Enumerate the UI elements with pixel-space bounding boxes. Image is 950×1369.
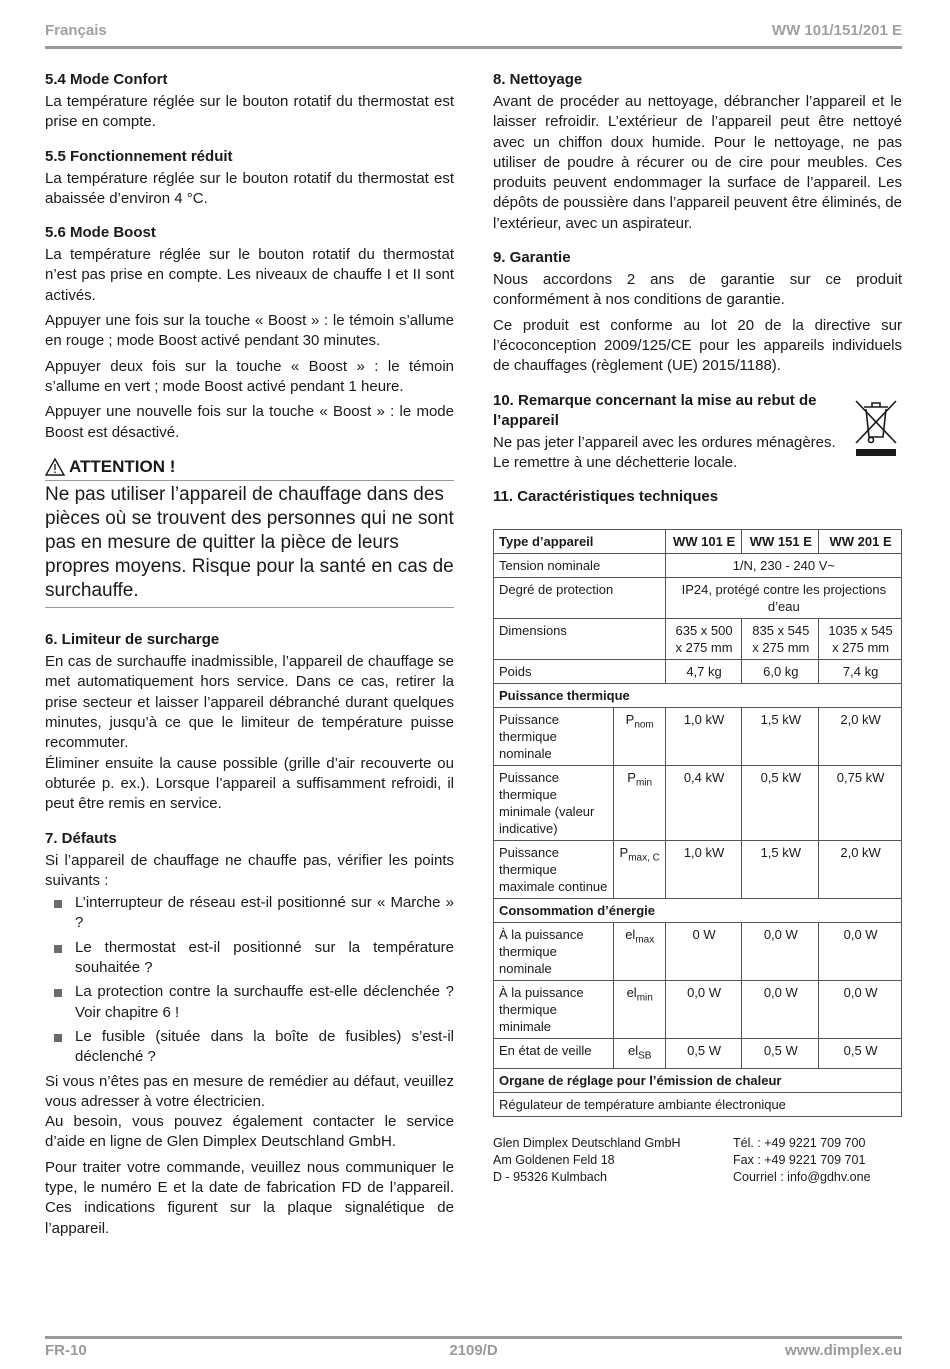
table-row [494,1039,902,1069]
symbol-subscript: max [635,934,655,946]
paragraph: Avant de procéder au nettoyage, débrancher l’appareil et le laisser refroidir. L’extérieur de l’appareil peut être nettoyé avec un chiffon doux humide. Pour le nettoyage, ne pas utiliser de poudre à récurer ou de cire pour meubles. Ces produits peuvent endommager la surface de l’appareil. Les dépôts de poussière dans l’appareil peuvent être éliminés, de l’extérieur, avec un aspirateur. [493,93,902,232]
table-row [494,554,902,578]
right-column [493,70,902,1187]
table-cell: 0 W [665,923,742,981]
table-cell: WW 101 E [665,530,742,554]
paragraph: Ne pas jeter l’appareil avec les ordures ménagères. Le remettre à une déchetterie locale. [493,433,836,471]
paragraph: Appuyer deux fois sur la touche « Boost » : le témoin s’allume en vert ; mode Boost activé pendant 1 heure. [45,357,454,395]
contact-fax: Fax : +49 9221 709 701 [733,1152,866,1167]
paragraph: Nous accordons 2 ans de garantie sur ce produit conformément à nos conditions de garantie. [493,271,902,309]
table-row [494,708,902,766]
table-row [494,766,902,841]
symbol: el [627,1043,639,1059]
table-cell: 2,0 kW [819,841,902,899]
paragraph: Appuyer une nouvelle fois sur la touche « Boost » : le mode Boost est désactivé. [45,403,454,441]
warning-triangle-icon [45,458,65,476]
table-cell: 635 x 500 x 275 mm [665,619,742,660]
table-cell: À la puissance thermique nominale [494,923,614,981]
table-cell: 0,0 W [742,923,819,981]
table-cell: Tension nominale [494,554,666,578]
paragraph: Éliminer ensuite la cause possible (grille d’air recouverte ou obturée p. ex.). Lorsque l’appareil a suffisamment refroidi, il peut être remis en service. [45,754,454,813]
table-cell: Puissance thermique nominale [494,708,614,766]
table-cell: 6,0 kg [742,660,819,684]
section-8 [493,70,902,234]
section-title: 5.4 Mode Confort [45,71,168,88]
table-row [494,899,902,923]
company-name: Glen Dimplex Deutschland GmbH [493,1135,681,1150]
paragraph: Au besoin, vous pouvez également contacter le service d’aide en ligne de Glen Dimplex Deutschland GmbH. [45,1113,454,1151]
section-title: 11. Caractéristiques techniques [493,488,719,506]
table-cell: 0,5 W [742,1039,819,1069]
symbol: el [625,927,636,943]
table-row [494,530,902,554]
company-city: D - 95326 Kulmbach [493,1169,607,1184]
table-row [494,1068,902,1092]
company-street: Am Goldenen Feld 18 [493,1152,615,1167]
section-title: 9. Garantie [493,249,571,267]
table-row [494,841,902,899]
table-cell: 0,0 W [819,923,902,981]
symbol: P [627,770,636,786]
table-cell: 1,0 kW [665,841,742,899]
section-title: 5.6 Mode Boost [45,224,156,242]
table-cell [613,708,665,766]
symbol: el [626,985,637,1001]
table-cell: Régulateur de température ambiante électronique [494,1092,902,1116]
section-5-5 [45,147,454,210]
table-cell: Type d’appareil [494,530,666,554]
tech-spec-table [493,529,902,1117]
attention-text: Ne pas utiliser l’appareil de chauffage dans des pièces où se trouvent des personnes qui ne sont pas en mesure de quitter la pièce de leurs propres moyens. Risque pour la santé en cas de surchauffe. [45,481,454,608]
page-header [45,22,902,42]
footer-website: www.dimplex.eu [785,1342,902,1359]
header-model: WW 101/151/201 E [771,22,902,39]
table-cell: 0,5 W [819,1039,902,1069]
paragraph: Pour traiter votre commande, veuillez nous communiquer le type, le numéro E et la date de fabrication FD de l’appareil. Ces indications figurent sur la plaque signalétique de l’appareil. [45,1158,454,1237]
table-cell: En état de veille [494,1039,614,1069]
table-cell [613,981,665,1039]
table-cell: 4,7 kg [665,660,742,684]
paragraph: Appuyer une fois sur la touche « Boost » : le témoin s’allume en rouge ; mode Boost activé pendant 30 minutes. [45,312,454,350]
section-title: 7. Défauts [45,829,117,847]
table-cell: WW 151 E [742,530,819,554]
table-row [494,923,902,981]
paragraph: En cas de surchauffe inadmissible, l’appareil de chauffage se met automatiquement hors service. Dans ce cas, retirer la prise secteur et laisser l’appareil débranché durant quelques minutes, jusqu’à ce que le limiteur de température puisse recommuter. [45,653,454,752]
contact-numbers [733,1135,871,1186]
table-cell: 0,5 W [665,1039,742,1069]
list-item: Le fusible (située dans la boîte de fusibles) s’est-il déclenché ? [45,1027,454,1068]
footer-code: 2109/D [449,1342,498,1359]
paragraph: Si vous n’êtes pas en mesure de remédier au défaut, veuillez vous adresser à votre électricien. [45,1072,454,1110]
section-5-4 [45,70,454,133]
list-item: L’interrupteur de réseau est-il positionné sur « Marche » ? [45,893,454,934]
table-cell: 835 x 545 x 275 mm [742,619,819,660]
table-row [494,981,902,1039]
table-cell [613,766,665,841]
section-10 [493,391,902,474]
table-cell: 1,5 kW [742,841,819,899]
symbol-subscript: nom [634,719,654,731]
section-title: 6. Limiteur de surcharge [45,631,220,649]
contact-email: Courriel : info@gdhv.one [733,1169,871,1184]
table-row [494,660,902,684]
paragraph: La température réglée sur le bouton rotatif du thermostat n’est pas prise en compte. Les niveaux de chauffe I et II sont activés. [45,246,454,304]
header-language: Français [45,22,107,39]
contact-tel: Tél. : +49 9221 709 700 [733,1135,866,1150]
section-9 [493,248,902,376]
table-cell: IP24, protégé contre les projections d’eau [665,578,901,619]
paragraph: Si l’appareil de chauffage ne chauffe pas, vérifier les points suivants : [45,851,454,889]
symbol: P [625,712,635,728]
table-cell: 0,75 kW [819,766,902,841]
table-cell [613,923,665,981]
table-cell: 2,0 kW [819,708,902,766]
table-cell: 0,0 W [819,981,902,1039]
table-cell: 0,0 W [742,981,819,1039]
table-cell: Consommation d’énergie [494,899,902,923]
check-list [45,893,454,1067]
paragraph: La température réglée sur le bouton rotatif du thermostat est prise en compte. [45,93,454,131]
symbol: P [619,845,629,861]
table-cell: Puissance thermique maximale continue [494,841,614,899]
table-cell: 1035 x 545 x 275 mm [819,619,902,660]
header-rule [45,46,902,49]
page-footer [45,1342,902,1362]
table-cell: 0,0 W [665,981,742,1039]
table-cell: Puissance thermique minimale (valeur indicative) [494,766,614,841]
table-cell: 1,5 kW [742,708,819,766]
section-title: 5.5 Fonctionnement réduit [45,147,233,165]
table-cell: 1,0 kW [665,708,742,766]
section-7 [45,829,454,1239]
footer-rule [45,1336,902,1339]
table-cell: 7,4 kg [819,660,902,684]
left-column [45,70,454,1253]
paragraph: Ce produit est conforme au lot 20 de la directive sur l’écoconception 2009/125/CE pour les appareils individuels de chauffages (règlement (UE) 2015/1188). [493,316,902,375]
section-title: 10. Remarque concernant la mise au rebut de l’appareil [493,391,817,429]
section-11 [493,487,902,1187]
table-cell: WW 201 E [819,530,902,554]
table-row [494,684,902,708]
attention-box [45,457,454,608]
list-item: Le thermostat est-il positionné sur la température souhaitée ? [45,938,454,979]
symbol-subscript: max, C [628,852,660,864]
table-cell: Organe de réglage pour l’émission de chaleur [494,1068,902,1092]
footer-page: FR-10 [45,1342,87,1359]
symbol-subscript: min [635,777,653,789]
table-cell: 0,5 kW [742,766,819,841]
table-cell: À la puissance thermique minimale [494,981,614,1039]
section-6 [45,630,454,814]
attention-heading [45,457,454,481]
table-cell: Puissance thermique [494,684,902,708]
table-cell [613,1039,665,1069]
crossed-bin-icon [850,393,902,457]
symbol-subscript: min [636,992,653,1004]
table-row [494,1092,902,1116]
table-cell: Degré de protection [494,578,666,619]
table-cell: 0,4 kW [665,766,742,841]
table-row [494,578,902,619]
table-cell: Dimensions [494,619,666,660]
table-cell: 1/N, 230 - 240 V~ [665,554,901,578]
section-5-6 [45,223,454,443]
contact-address [493,1135,681,1186]
table-row [494,619,902,660]
list-item: La protection contre la surchauffe est-elle déclenchée ? Voir chapitre 6 ! [45,982,454,1023]
table-cell: Poids [494,660,666,684]
contact-block [493,1135,902,1187]
section-title: 8. Nettoyage [493,71,583,88]
attention-title: ATTENTION ! [69,456,176,476]
paragraph: La température réglée sur le bouton rotatif du thermostat est abaissée d’environ 4 °C. [45,169,454,207]
symbol-subscript: SB [638,1050,652,1062]
table-cell [613,841,665,899]
